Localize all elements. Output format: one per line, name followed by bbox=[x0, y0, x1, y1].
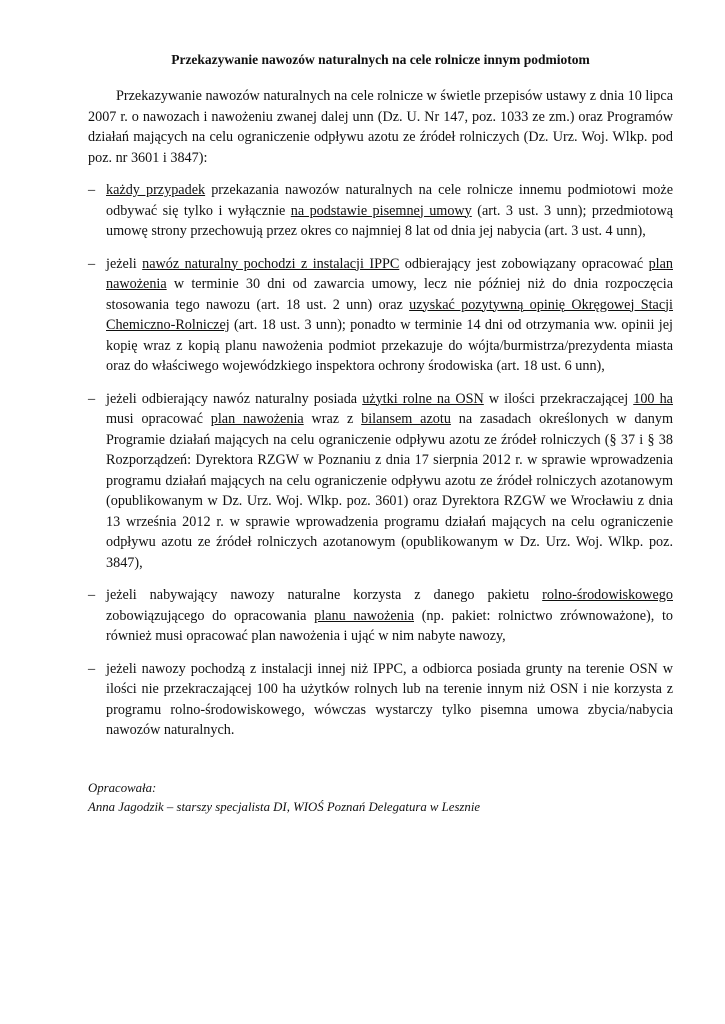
underlined-text: każdy przypadek bbox=[106, 182, 206, 198]
item-text: musi opracować bbox=[106, 411, 211, 427]
underlined-text: plan nawożenia bbox=[106, 255, 673, 292]
underlined-text: nawóz naturalny pochodzi z instalacji IPPC bbox=[142, 255, 400, 272]
item-text: jeżeli nawozy pochodzą z instalacji innej niż IPPC, a odbiorca posiada grunty na terenie OSN w ilości nie przekraczającej 100 ha użytków rolnych lub na terenie innym niż OSN i nie korzysta z programu rolno-środowiskowego, wówczas wystarczy tylko pisemna umowa zbycia/nabycia nawozów naturalnych. bbox=[106, 660, 673, 738]
underlined-text: plan nawożenia bbox=[210, 411, 304, 427]
item-text: w terminie 30 dni od zawarcia umowy, lecz nie później niż do dnia rozpoczęcia stosowania tego nawozu (art. 18 ust. 2 unn) oraz bbox=[106, 276, 673, 313]
underlined-text: na podstawie pisemnej umowy bbox=[290, 202, 472, 219]
item-text: na zasadach określonych w danym Programie działań mających na celu ograniczenie odpływu azotu ze źródeł rolniczych (§ 37 i § 38 Rozporządzeń: Dyrektora RZGW w Poznaniu z dnia 17 sierpnia 2012 r. w sprawie wprowadzenia programu działań mających na celu ograniczenie odpływu azotu ze źródeł rolniczych azotanowym (opublikowanym w Dz. Urz. Woj. Wlkp. poz. 3601) oraz Dyrektora RZGW we Wrocławiu z dnia 13 września 2012 r. w sprawie wprowadzenia programu działań mających na celu ograniczenie odpływu azotu ze źródeł rolniczych azotanowym (opublikowanym w Dz. Urz. Woj. Wlkp. poz. 3847), bbox=[106, 411, 673, 571]
underlined-text: uzyskać pozytywną opinię Okręgowej Stacji Chemiczno-Rolniczej bbox=[106, 296, 674, 333]
document-title: Przekazywanie nawozów naturalnych na cele rolnicze innym podmiotom bbox=[171, 52, 590, 67]
list-item bbox=[88, 659, 673, 741]
dash-bullet: – bbox=[88, 255, 96, 272]
item-text: (art. 18 ust. 3 unn); ponadto w terminie 14 dni od otrzymania ww. opinii jej kopię wraz z kopią planu nawożenia podmiot przekazuje do wójta/burmistrza/prezydenta miasta oraz do właściwego wojewódzkiego inspektora ochrony środowiska (art. 18 ust. 6 unn), bbox=[106, 317, 673, 374]
list-item bbox=[88, 254, 673, 377]
underlined-text: rolno-środowiskowego bbox=[542, 587, 673, 603]
underlined-text: użytki rolne na OSN bbox=[362, 390, 484, 407]
item-text: zobowiązującego do opracowania bbox=[106, 607, 315, 624]
list-item bbox=[88, 389, 673, 574]
author-footer bbox=[88, 779, 673, 817]
item-text: (art. 3 ust. 3 unn); przedmiotową umowę strony przechowują przez okres co najmniej 8 lat od dnia jej nabycia (art. 3 ust. 4 unn), bbox=[106, 202, 674, 239]
list-item bbox=[88, 180, 673, 242]
dash-bullet: – bbox=[88, 587, 96, 603]
rules-list bbox=[88, 180, 673, 741]
dash-bullet: – bbox=[88, 660, 96, 677]
footer-author: Anna Jagodzik – starszy specjalista DI, WIOŚ Poznań Delegatura w Lesznie bbox=[88, 799, 481, 814]
item-text: (np. pakiet: rolnictwo zrównoważone), to również musi opracować plan nawożenia i ująć w nim nabyte nawozy, bbox=[106, 607, 673, 644]
list-item bbox=[88, 585, 673, 647]
item-text: jeżeli nabywający nawozy naturalne korzysta z danego pakietu bbox=[106, 587, 543, 603]
item-text: w ilości przekraczającej bbox=[483, 390, 634, 407]
item-text: odbierający jest zobowiązany opracować bbox=[399, 255, 649, 272]
underlined-text: 100 ha bbox=[633, 390, 673, 407]
footer-label: Opracowała: bbox=[88, 780, 157, 795]
underlined-text: planu nawożenia bbox=[314, 607, 415, 624]
item-text: wraz z bbox=[303, 411, 362, 427]
intro-paragraph: Przekazywanie nawozów naturalnych na cele rolnicze w świetle przepisów ustawy z dnia 10 lipca 2007 r. o nawozach i nawożeniu zwanej dalej unn (Dz. U. Nr 147, poz. 1033 ze zm.) oraz Programów działań mających na celu ograniczenie odpływu azotu ze źródeł rolniczych (Dz. Urz. Woj. Wlkp. pod poz. nr 3601 i 3847): bbox=[88, 88, 673, 166]
dash-bullet: – bbox=[88, 390, 96, 407]
dash-bullet: – bbox=[88, 182, 96, 198]
item-text: przekazania nawozów naturalnych na cele rolnicze innemu podmiotowi może odbywać się tylko i wyłącznie bbox=[106, 182, 673, 219]
document-page bbox=[88, 50, 673, 817]
underlined-text: bilansem azotu bbox=[361, 411, 451, 427]
item-text: jeżeli odbierający nawóz naturalny posiada bbox=[106, 390, 363, 407]
item-text: jeżeli bbox=[106, 255, 143, 272]
